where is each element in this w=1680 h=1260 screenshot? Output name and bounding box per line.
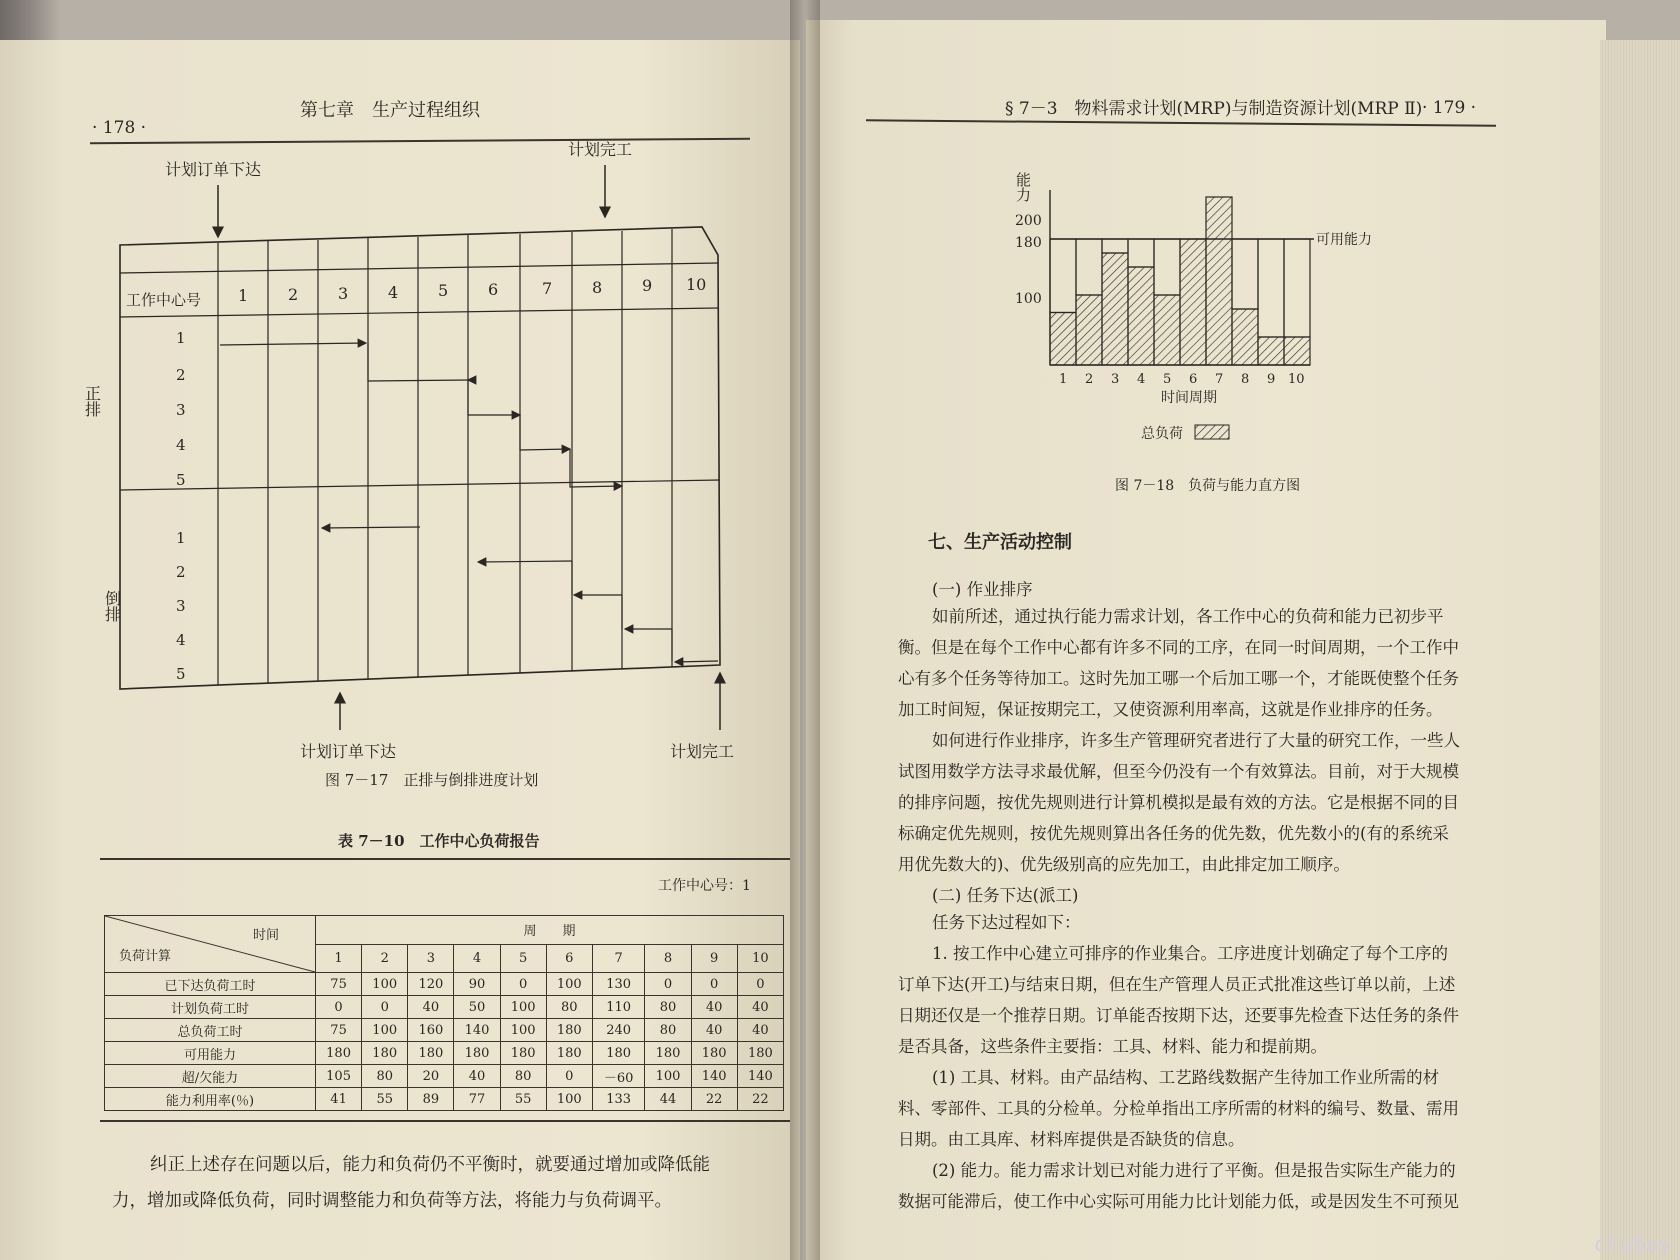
- table-cell: 180: [737, 1042, 783, 1065]
- col-5: 5: [438, 281, 449, 300]
- table-cell: 180: [645, 1042, 691, 1065]
- table-cell: 180: [362, 1042, 408, 1065]
- table-cell: 160: [408, 1019, 454, 1042]
- period-5: 5: [500, 944, 546, 973]
- text-line: 标确定优先规则，按优先规则算出各任务的优先数，优先数小的(有的系统采: [898, 824, 1449, 843]
- y-tick-180: 180: [1015, 235, 1042, 251]
- period-9: 9: [691, 944, 737, 973]
- right-section-header: § 7－3 物料需求计划(MRP)与制造资源计划(MRP Ⅱ): [1005, 99, 1423, 119]
- table-cell: 40: [737, 996, 783, 1019]
- load-bar-2: [1076, 295, 1102, 365]
- table-cell: 44: [645, 1088, 691, 1111]
- table-cell: 180: [500, 1042, 546, 1065]
- load-bar-1: [1050, 313, 1076, 366]
- col-9: 9: [642, 276, 653, 295]
- col-2: 2: [288, 285, 299, 304]
- text-line: 的排序问题，按优先规则进行计算机模拟是最有效的方法。它是根据不同的目: [898, 793, 1459, 812]
- col-4: 4: [388, 283, 399, 302]
- left-chapter-title: 第七章 生产过程组织: [300, 100, 480, 121]
- legend-label: 总负荷: [1141, 426, 1183, 442]
- legend-swatch: [1195, 425, 1229, 439]
- period-header: 周 期: [316, 916, 784, 945]
- load-bar-5: [1154, 295, 1180, 365]
- table-cell: 100: [362, 1019, 408, 1042]
- table-cell: 80: [645, 1019, 691, 1042]
- table-cell: 120: [408, 973, 454, 996]
- table-cell: 100: [500, 996, 546, 1019]
- period-7: 7: [592, 944, 645, 973]
- forward-row-5: 5: [176, 471, 186, 489]
- table-cell: 133: [592, 1088, 645, 1111]
- text-line: 订单下达(开工)与结束日期，但在生产管理人员正式批准这些订单以前，上述: [898, 975, 1456, 994]
- backward-row-1: 1: [176, 529, 186, 547]
- work-center-no-label: 工作中心号: [126, 291, 202, 309]
- text-line: 日期。由工具库、材料库提供是否缺货的信息。: [898, 1130, 1245, 1149]
- figure-7-17: [82, 140, 790, 795]
- load-report-table: [104, 915, 784, 1111]
- load-bar-10: [1284, 337, 1310, 365]
- y-tick-100: 100: [1015, 291, 1042, 307]
- x-tick-4: 4: [1137, 372, 1146, 387]
- diag-load-label: 负荷计算: [119, 949, 172, 964]
- label-plan-release-bottom: 计划订单下达: [300, 742, 397, 761]
- text-line: 料、零部件、工具的分检单。分检单指出工序所需的材料的编号、数量、需用: [898, 1099, 1459, 1118]
- load-bar-6: [1180, 239, 1206, 365]
- subsection-2: (二) 任务下达(派工): [932, 886, 1079, 905]
- backward-row-2: 2: [176, 563, 186, 581]
- table-cell: 77: [454, 1088, 500, 1111]
- x-tick-6: 6: [1189, 372, 1198, 387]
- table-cell: 80: [362, 1065, 408, 1088]
- table-cell: －60: [592, 1065, 645, 1088]
- table-cell: 180: [691, 1042, 737, 1065]
- work-center-number: 工作中心号：1: [658, 878, 751, 894]
- figure-7-18-chart: [1014, 150, 1372, 500]
- table-cell: 0: [691, 973, 737, 996]
- capacity-gap-3: [1102, 239, 1128, 253]
- capacity-gap-2: [1076, 239, 1102, 295]
- row-label: 已下达负荷工时: [105, 973, 316, 996]
- table-cell: 100: [362, 973, 408, 996]
- paragraph-b: [898, 725, 1460, 880]
- table-row: [105, 973, 784, 996]
- table-row: [105, 1088, 784, 1111]
- table-cell: 240: [592, 1019, 645, 1042]
- text-line: (1) 工具、材料。由产品结构、工艺路线数据产生待加工作业所需的材: [932, 1068, 1440, 1087]
- text-line: 1. 按工作中心建立可排序的作业集合。工序进度计划确定了每个工序的: [932, 944, 1448, 963]
- x-tick-9: 9: [1267, 372, 1276, 387]
- table-cell: 22: [737, 1088, 783, 1111]
- text-line: 日期还仅是一个推荐日期。订单能否按期下达，还要事先检查下达任务的条件: [898, 1006, 1459, 1025]
- backward-row-5: 5: [176, 665, 186, 683]
- table-cell: 41: [316, 1088, 362, 1111]
- available-capacity-label: 可用能力: [1316, 232, 1372, 248]
- table-cell: 80: [645, 996, 691, 1019]
- paragraph-a: [898, 601, 1459, 725]
- table-cell: 89: [408, 1088, 454, 1111]
- left-page-number: · 178 ·: [92, 118, 147, 138]
- load-bar-7: [1206, 197, 1232, 365]
- period-6: 6: [546, 944, 592, 973]
- text-line: 衡。但是在每个工作中心都有许多不同的工序，在同一时间周期，一个工作中: [898, 638, 1459, 657]
- text-line: 数据可能滞后，使工作中心实际可用能力比计划能力低，或是因发生不可预见: [898, 1192, 1459, 1211]
- table-cell: 20: [408, 1065, 454, 1088]
- table-cell: 180: [316, 1042, 362, 1065]
- table-cell: 40: [408, 996, 454, 1019]
- table-cell: 0: [737, 973, 783, 996]
- period-4: 4: [454, 944, 500, 973]
- table-top-rule: [100, 858, 790, 860]
- x-tick-5: 5: [1163, 372, 1172, 387]
- figure-7-17-caption: 图 7－17 正排与倒排进度计划: [325, 771, 539, 789]
- row-label: 可用能力: [105, 1042, 316, 1065]
- x-tick-1: 1: [1059, 372, 1068, 387]
- table-row: [105, 996, 784, 1019]
- text-line: 如何进行作业排序，许多生产管理研究者进行了大量的研究工作，一些人: [932, 731, 1460, 750]
- table-cell: 180: [454, 1042, 500, 1065]
- capacity-gap-5: [1154, 239, 1180, 295]
- table-cell: 0: [362, 996, 408, 1019]
- table-cell: 0: [500, 973, 546, 996]
- table-cell: 140: [454, 1019, 500, 1042]
- table-cell: 50: [454, 996, 500, 1019]
- capacity-gap-4: [1128, 239, 1154, 267]
- col-3: 3: [338, 284, 349, 303]
- col-1: 1: [238, 286, 249, 305]
- col-10: 10: [686, 275, 707, 294]
- load-table-body: [105, 973, 784, 1111]
- load-bar-9: [1258, 337, 1284, 365]
- book-gutter: [790, 0, 820, 1260]
- table-cell: 22: [691, 1088, 737, 1111]
- text-line: 任务下达过程如下：: [932, 913, 1081, 932]
- table-cell: 140: [737, 1065, 783, 1088]
- table-cell: 100: [546, 973, 592, 996]
- text-line: 加工时间短，保证按期完工，又使资源利用率高，这就是作业排序的任务。: [898, 700, 1443, 719]
- table-cell: 90: [454, 973, 500, 996]
- diagonal-header-cell: [105, 916, 316, 973]
- capacity-gap-9: [1258, 239, 1284, 337]
- table-bottom-rule: [100, 1120, 790, 1122]
- load-bar-3: [1102, 253, 1128, 365]
- chart-ylabel: 能力: [1014, 172, 1032, 202]
- text-line: 是否具备，这些条件主要指：工具、材料、能力和提前期。: [898, 1037, 1327, 1056]
- table-cell: 40: [737, 1019, 783, 1042]
- x-tick-3: 3: [1111, 372, 1120, 387]
- text-line: 如前所述，通过执行能力需求计划，各工作中心的负荷和能力已初步平: [932, 607, 1444, 626]
- y-tick-200: 200: [1015, 213, 1042, 229]
- row-label: 能力利用率(％): [105, 1088, 316, 1111]
- chart-xlabel: 时间周期: [1161, 390, 1217, 406]
- table-cell: 75: [316, 973, 362, 996]
- table-cell: 40: [691, 1019, 737, 1042]
- label-plan-complete-bottom: 计划完工: [670, 742, 735, 761]
- left-footer-line-2: 力，增加或降低负荷，同时调整能力和负荷等方法，将能力与负荷调平。: [112, 1191, 672, 1211]
- table-cell: 55: [500, 1088, 546, 1111]
- forward-schedule-label: 正排: [82, 385, 102, 417]
- text-line: (2) 能力。能力需求计划已对能力进行了平衡。但是报告实际生产能力的: [932, 1161, 1456, 1180]
- load-report-table-wrap: [104, 915, 784, 1111]
- label-plan-complete-top: 计划完工: [568, 140, 633, 159]
- load-bar-8: [1232, 309, 1258, 365]
- table-cell: 130: [592, 973, 645, 996]
- table-row: [105, 1019, 784, 1042]
- table-cell: 40: [691, 996, 737, 1019]
- period-1: 1: [316, 944, 362, 973]
- forward-row-4: 4: [176, 436, 186, 454]
- table-cell: 100: [546, 1088, 592, 1111]
- column-numbers: [238, 275, 706, 305]
- section-title: 七、生产活动控制: [928, 532, 1072, 553]
- period-10: 10: [737, 944, 783, 973]
- table-cell: 80: [500, 1065, 546, 1088]
- table-cell: 0: [316, 996, 362, 1019]
- forward-row-2: 2: [176, 366, 186, 384]
- table-cell: 75: [316, 1019, 362, 1042]
- x-tick-7: 7: [1215, 372, 1224, 387]
- col-6: 6: [488, 280, 499, 299]
- text-line: 用优先数大的)、优先级别高的应先加工，由此排定加工顺序。: [898, 855, 1350, 874]
- x-tick-10: 10: [1288, 372, 1305, 387]
- table-7-10-title: 表 7－10 工作中心负荷报告: [338, 832, 540, 850]
- load-bar-4: [1128, 267, 1154, 365]
- table-cell: 110: [592, 996, 645, 1019]
- table-row: [105, 1065, 784, 1088]
- subsection-1: (一) 作业排序: [932, 580, 1033, 599]
- table-cell: 180: [408, 1042, 454, 1065]
- period-3: 3: [408, 944, 454, 973]
- table-cell: 180: [546, 1019, 592, 1042]
- diag-time-label: 时间: [252, 928, 279, 943]
- row-label: 超/欠能力: [105, 1065, 316, 1088]
- table-cell: 105: [316, 1065, 362, 1088]
- paragraph-c: [898, 907, 1459, 1217]
- backward-row-4: 4: [176, 631, 186, 649]
- watermark: cruboy: [1593, 1232, 1672, 1256]
- figure-7-18-caption: 图 7－18 负荷与能力直方图: [1115, 478, 1301, 494]
- table-cell: 180: [592, 1042, 645, 1065]
- col-7: 7: [542, 279, 553, 298]
- capacity-gap-1: [1050, 239, 1076, 313]
- table-cell: 80: [546, 996, 592, 1019]
- table-cell: 0: [546, 1065, 592, 1088]
- col-8: 8: [592, 278, 603, 297]
- capacity-gap-10: [1284, 239, 1310, 337]
- forward-row-1: 1: [176, 329, 186, 347]
- label-plan-release-top: 计划订单下达: [165, 160, 262, 179]
- table-row: [105, 1042, 784, 1065]
- table-cell: 40: [454, 1065, 500, 1088]
- capacity-gap-8: [1232, 239, 1258, 309]
- forward-row-3: 3: [176, 401, 186, 419]
- left-footer-line-1: 纠正上述存在问题以后，能力和负荷仍不平衡时，就要通过增加或降低能: [150, 1155, 710, 1175]
- table-cell: 140: [691, 1065, 737, 1088]
- table-cell: 180: [546, 1042, 592, 1065]
- row-label: 总负荷工时: [105, 1019, 316, 1042]
- right-page-number: · 179 ·: [1422, 98, 1477, 118]
- x-tick-2: 2: [1085, 372, 1094, 387]
- period-8: 8: [645, 944, 691, 973]
- text-line: 心有多个任务等待加工。这时先加工哪一个后加工哪一个，才能既使整个任务: [898, 669, 1459, 688]
- table-cell: 55: [362, 1088, 408, 1111]
- page-edges: [1600, 40, 1680, 1260]
- table-cell: 100: [500, 1019, 546, 1042]
- text-line: 试图用数学方法寻求最优解，但至今仍没有一个有效算法。目前，对于大规模: [898, 762, 1459, 781]
- period-2: 2: [362, 944, 408, 973]
- row-label: 计划负荷工时: [105, 996, 316, 1019]
- table-cell: 0: [645, 973, 691, 996]
- table-cell: 100: [645, 1065, 691, 1088]
- backward-schedule-label: 倒排: [102, 590, 122, 622]
- backward-row-3: 3: [176, 597, 186, 615]
- x-tick-8: 8: [1241, 372, 1250, 387]
